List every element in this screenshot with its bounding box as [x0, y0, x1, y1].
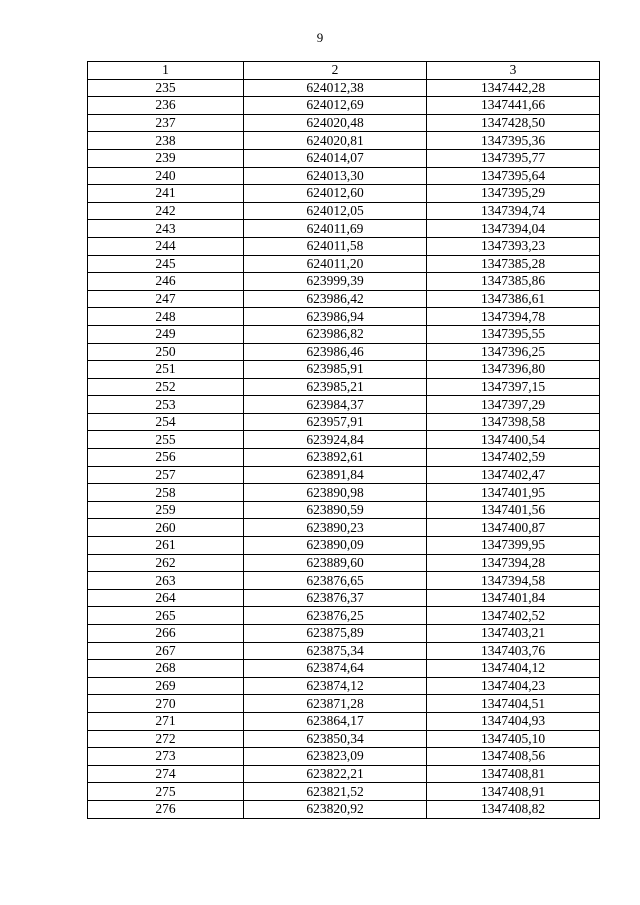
- y-coordinate-cell: 1347400,54: [427, 431, 600, 449]
- table-row: [88, 642, 600, 660]
- y-coordinate-cell: 1347404,93: [427, 712, 600, 730]
- x-coordinate-cell: 623986,94: [244, 308, 427, 326]
- y-coordinate-cell: 1347408,82: [427, 800, 600, 818]
- y-coordinate-cell: 1347408,81: [427, 765, 600, 783]
- y-coordinate-cell: 1347395,29: [427, 185, 600, 203]
- x-coordinate-cell: 623985,21: [244, 378, 427, 396]
- x-coordinate-cell: 623986,42: [244, 290, 427, 308]
- y-coordinate-cell: 1347401,56: [427, 501, 600, 519]
- x-coordinate-cell: 623874,12: [244, 677, 427, 695]
- table-row: [88, 484, 600, 502]
- x-coordinate-cell: 623891,84: [244, 466, 427, 484]
- x-coordinate-cell: 623984,37: [244, 396, 427, 414]
- table-row: [88, 185, 600, 203]
- y-coordinate-cell: 1347397,15: [427, 378, 600, 396]
- x-coordinate-cell: 623957,91: [244, 413, 427, 431]
- table-row: [88, 519, 600, 537]
- point-number-cell: 248: [88, 308, 244, 326]
- point-number-cell: 244: [88, 237, 244, 255]
- y-coordinate-cell: 1347403,76: [427, 642, 600, 660]
- y-coordinate-cell: 1347428,50: [427, 114, 600, 132]
- table-row: [88, 396, 600, 414]
- point-number-cell: 235: [88, 79, 244, 97]
- x-coordinate-cell: 623876,37: [244, 589, 427, 607]
- table-row: [88, 237, 600, 255]
- x-coordinate-cell: 623875,89: [244, 625, 427, 643]
- y-coordinate-cell: 1347394,28: [427, 554, 600, 572]
- y-coordinate-cell: 1347401,84: [427, 589, 600, 607]
- table-row: [88, 114, 600, 132]
- y-coordinate-cell: 1347442,28: [427, 79, 600, 97]
- x-coordinate-cell: 623889,60: [244, 554, 427, 572]
- x-coordinate-cell: 623986,46: [244, 343, 427, 361]
- point-number-cell: 238: [88, 132, 244, 150]
- x-coordinate-cell: 623864,17: [244, 712, 427, 730]
- point-number-cell: 246: [88, 273, 244, 291]
- x-coordinate-cell: 624011,20: [244, 255, 427, 273]
- point-number-cell: 247: [88, 290, 244, 308]
- y-coordinate-cell: 1347394,74: [427, 202, 600, 220]
- point-number-cell: 269: [88, 677, 244, 695]
- y-coordinate-cell: 1347404,23: [427, 677, 600, 695]
- table-row: [88, 449, 600, 467]
- y-coordinate-cell: 1347394,04: [427, 220, 600, 238]
- table-row: [88, 343, 600, 361]
- point-number-cell: 255: [88, 431, 244, 449]
- y-coordinate-cell: 1347386,61: [427, 290, 600, 308]
- table-row: [88, 677, 600, 695]
- point-number-cell: 252: [88, 378, 244, 396]
- point-number-cell: 264: [88, 589, 244, 607]
- table-header-row: [88, 62, 600, 80]
- x-coordinate-cell: 623876,25: [244, 607, 427, 625]
- point-number-cell: 239: [88, 149, 244, 167]
- column-header-1: 1: [88, 62, 244, 80]
- table-row: [88, 361, 600, 379]
- point-number-cell: 249: [88, 325, 244, 343]
- y-coordinate-cell: 1347396,25: [427, 343, 600, 361]
- table-row: [88, 537, 600, 555]
- point-number-cell: 268: [88, 660, 244, 678]
- x-coordinate-cell: 624013,30: [244, 167, 427, 185]
- y-coordinate-cell: 1347395,64: [427, 167, 600, 185]
- point-number-cell: 243: [88, 220, 244, 238]
- coordinates-table: [87, 61, 600, 819]
- point-number-cell: 251: [88, 361, 244, 379]
- y-coordinate-cell: 1347400,87: [427, 519, 600, 537]
- point-number-cell: 236: [88, 97, 244, 115]
- table-row: [88, 501, 600, 519]
- y-coordinate-cell: 1347441,66: [427, 97, 600, 115]
- table-row: [88, 466, 600, 484]
- table-row: [88, 431, 600, 449]
- point-number-cell: 256: [88, 449, 244, 467]
- y-coordinate-cell: 1347394,78: [427, 308, 600, 326]
- table-row: [88, 712, 600, 730]
- y-coordinate-cell: 1347397,29: [427, 396, 600, 414]
- table-row: [88, 413, 600, 431]
- point-number-cell: 265: [88, 607, 244, 625]
- x-coordinate-cell: 623985,91: [244, 361, 427, 379]
- point-number-cell: 263: [88, 572, 244, 590]
- point-number-cell: 272: [88, 730, 244, 748]
- y-coordinate-cell: 1347401,95: [427, 484, 600, 502]
- y-coordinate-cell: 1347395,55: [427, 325, 600, 343]
- point-number-cell: 241: [88, 185, 244, 203]
- table-row: [88, 730, 600, 748]
- x-coordinate-cell: 623876,65: [244, 572, 427, 590]
- table-row: [88, 325, 600, 343]
- x-coordinate-cell: 623875,34: [244, 642, 427, 660]
- point-number-cell: 261: [88, 537, 244, 555]
- table-header: [88, 62, 600, 80]
- point-number-cell: 270: [88, 695, 244, 713]
- x-coordinate-cell: 623821,52: [244, 783, 427, 801]
- table-row: [88, 589, 600, 607]
- point-number-cell: 245: [88, 255, 244, 273]
- table-row: [88, 290, 600, 308]
- table-row: [88, 625, 600, 643]
- y-coordinate-cell: 1347399,95: [427, 537, 600, 555]
- point-number-cell: 267: [88, 642, 244, 660]
- point-number-cell: 240: [88, 167, 244, 185]
- table-row: [88, 765, 600, 783]
- point-number-cell: 274: [88, 765, 244, 783]
- table-row: [88, 79, 600, 97]
- table-row: [88, 220, 600, 238]
- x-coordinate-cell: 624020,81: [244, 132, 427, 150]
- x-coordinate-cell: 623890,23: [244, 519, 427, 537]
- point-number-cell: 258: [88, 484, 244, 502]
- y-coordinate-cell: 1347404,51: [427, 695, 600, 713]
- table-row: [88, 308, 600, 326]
- table-row: [88, 378, 600, 396]
- y-coordinate-cell: 1347404,12: [427, 660, 600, 678]
- point-number-cell: 273: [88, 748, 244, 766]
- y-coordinate-cell: 1347402,47: [427, 466, 600, 484]
- y-coordinate-cell: 1347402,52: [427, 607, 600, 625]
- x-coordinate-cell: 624014,07: [244, 149, 427, 167]
- table-row: [88, 800, 600, 818]
- table-row: [88, 149, 600, 167]
- y-coordinate-cell: 1347398,58: [427, 413, 600, 431]
- table-row: [88, 748, 600, 766]
- point-number-cell: 254: [88, 413, 244, 431]
- y-coordinate-cell: 1347395,36: [427, 132, 600, 150]
- table-body: [88, 79, 600, 818]
- y-coordinate-cell: 1347405,10: [427, 730, 600, 748]
- x-coordinate-cell: 623871,28: [244, 695, 427, 713]
- point-number-cell: 253: [88, 396, 244, 414]
- y-coordinate-cell: 1347385,86: [427, 273, 600, 291]
- table-row: [88, 273, 600, 291]
- x-coordinate-cell: 624012,05: [244, 202, 427, 220]
- y-coordinate-cell: 1347393,23: [427, 237, 600, 255]
- table-row: [88, 132, 600, 150]
- page-number: 9: [316, 30, 324, 45]
- x-coordinate-cell: 624011,69: [244, 220, 427, 238]
- table-row: [88, 554, 600, 572]
- y-coordinate-cell: 1347395,77: [427, 149, 600, 167]
- x-coordinate-cell: 624011,58: [244, 237, 427, 255]
- table-row: [88, 255, 600, 273]
- column-header-2: 2: [244, 62, 427, 80]
- x-coordinate-cell: 623892,61: [244, 449, 427, 467]
- x-coordinate-cell: 623999,39: [244, 273, 427, 291]
- point-number-cell: 271: [88, 712, 244, 730]
- x-coordinate-cell: 623890,98: [244, 484, 427, 502]
- x-coordinate-cell: 623823,09: [244, 748, 427, 766]
- table-row: [88, 572, 600, 590]
- table-row: [88, 783, 600, 801]
- x-coordinate-cell: 623874,64: [244, 660, 427, 678]
- y-coordinate-cell: 1347385,28: [427, 255, 600, 273]
- point-number-cell: 262: [88, 554, 244, 572]
- point-number-cell: 275: [88, 783, 244, 801]
- y-coordinate-cell: 1347408,91: [427, 783, 600, 801]
- column-header-3: 3: [427, 62, 600, 80]
- table-row: [88, 695, 600, 713]
- x-coordinate-cell: 623850,34: [244, 730, 427, 748]
- point-number-cell: 276: [88, 800, 244, 818]
- x-coordinate-cell: 624012,38: [244, 79, 427, 97]
- y-coordinate-cell: 1347394,58: [427, 572, 600, 590]
- x-coordinate-cell: 623986,82: [244, 325, 427, 343]
- table-row: [88, 660, 600, 678]
- point-number-cell: 257: [88, 466, 244, 484]
- y-coordinate-cell: 1347402,59: [427, 449, 600, 467]
- point-number-cell: 259: [88, 501, 244, 519]
- point-number-cell: 250: [88, 343, 244, 361]
- point-number-cell: 266: [88, 625, 244, 643]
- x-coordinate-cell: 623820,92: [244, 800, 427, 818]
- table-row: [88, 167, 600, 185]
- x-coordinate-cell: 624020,48: [244, 114, 427, 132]
- y-coordinate-cell: 1347403,21: [427, 625, 600, 643]
- point-number-cell: 260: [88, 519, 244, 537]
- x-coordinate-cell: 623890,09: [244, 537, 427, 555]
- x-coordinate-cell: 623890,59: [244, 501, 427, 519]
- point-number-cell: 237: [88, 114, 244, 132]
- x-coordinate-cell: 624012,60: [244, 185, 427, 203]
- table-row: [88, 607, 600, 625]
- table-row: [88, 202, 600, 220]
- y-coordinate-cell: 1347408,56: [427, 748, 600, 766]
- x-coordinate-cell: 624012,69: [244, 97, 427, 115]
- point-number-cell: 242: [88, 202, 244, 220]
- x-coordinate-cell: 623924,84: [244, 431, 427, 449]
- y-coordinate-cell: 1347396,80: [427, 361, 600, 379]
- table-row: [88, 97, 600, 115]
- x-coordinate-cell: 623822,21: [244, 765, 427, 783]
